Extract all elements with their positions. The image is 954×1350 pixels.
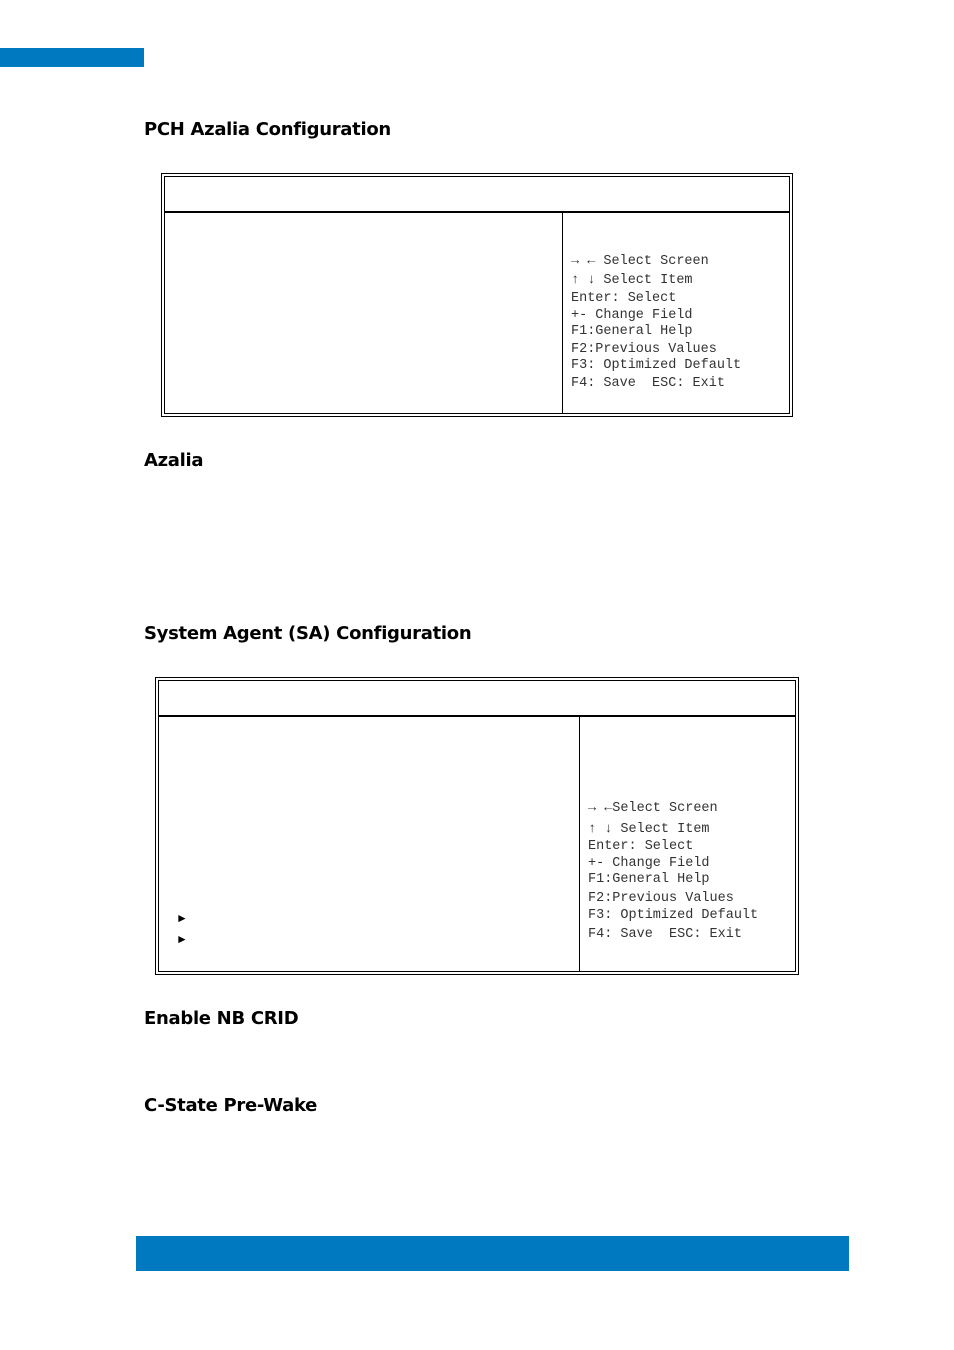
help-general-help: F1:General Help: [588, 872, 710, 887]
heading-enable-nb-crid: Enable NB CRID: [144, 1008, 299, 1029]
help-select-screen: → ← Select Screen: [571, 254, 709, 269]
help-optimized-default: F3: Optimized Default: [588, 908, 759, 923]
help-select-item: ↑ ↓ Select Item: [588, 822, 710, 837]
heading-system-agent-configuration: System Agent (SA) Configuration: [144, 623, 472, 644]
heading-c-state-pre-wake: C-State Pre-Wake: [144, 1095, 318, 1116]
header-accent-bar: [0, 48, 144, 67]
help-enter-select: Enter: Select: [571, 291, 677, 306]
bios-title-bar: [165, 177, 789, 213]
help-previous-values: F2:Previous Values: [588, 891, 734, 906]
help-save-exit: F4: Save ESC: Exit: [588, 927, 742, 942]
help-enter-select: Enter: Select: [588, 839, 694, 854]
heading-azalia: Azalia: [144, 450, 204, 471]
footer-accent-bar: [136, 1236, 849, 1271]
submenu-arrow-icon: ►: [176, 911, 188, 925]
bios-help-pane: [583, 717, 795, 971]
bios-help-pane: [566, 213, 789, 413]
bios-title-bar: [159, 681, 795, 717]
bios-settings-pane: [165, 213, 563, 413]
bios-screen-system-agent: [155, 677, 799, 975]
help-select-screen: → ←Select Screen: [588, 801, 718, 816]
help-general-help: F1:General Help: [571, 324, 693, 339]
submenu-arrow-icon: ►: [176, 932, 188, 946]
help-change-field: +- Change Field: [588, 856, 710, 871]
heading-pch-azalia-configuration: PCH Azalia Configuration: [144, 119, 391, 140]
bios-screen-pch-azalia: [161, 173, 793, 417]
bios-settings-pane: [159, 717, 580, 971]
help-save-exit: F4: Save ESC: Exit: [571, 376, 725, 391]
help-select-item: ↑ ↓ Select Item: [571, 273, 693, 288]
help-optimized-default: F3: Optimized Default: [571, 358, 742, 373]
help-previous-values: F2:Previous Values: [571, 342, 717, 357]
help-change-field: +- Change Field: [571, 308, 693, 323]
